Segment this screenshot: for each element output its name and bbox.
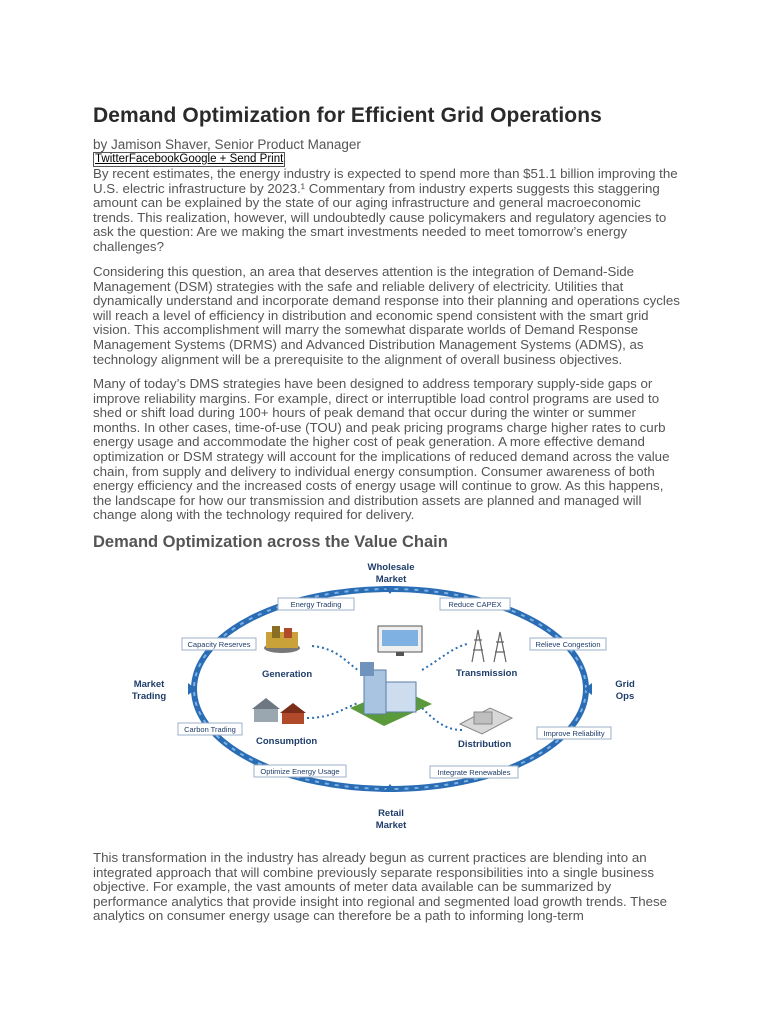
paragraph-2: Considering this question, an area that deserves attention is the integration of Demand-Side Management (DSM) strategies with the safe and reliable delivery of electricity. Utilities that dynamically understand and incorporate demand response into their planning and operations cycles will reach a level of efficiency in distribution and economic spend consistent with the smart grid vision. This accomplishment will marry the somewhat disparate worlds of Demand Response Management Systems (DRMS) and Advanced Distribution Management Systems (ADMS), as technology alignment will be a prerequisite to the alignment of overall business objectives. [93,264,680,367]
wholesale-label-1: Wholesale [367,562,415,573]
market-trading-label-2: Trading [131,691,167,702]
google-plus-link[interactable]: Google + [179,153,227,165]
generation-connector [312,646,358,670]
page-title: Demand Optimization for Efficient Grid Operations [93,104,602,127]
svg-text:Energy Trading: Energy Trading [290,600,342,609]
paragraph-3: Many of today’s DMS strategies have been designed to address temporary supply-side gaps or improve reliability margins. For example, direct or interruptible load control programs are used to shed or shift load during 100+ hours of peak demand that occur during the winter or summer months. In other cases, time-of-use (TOU) and peak pricing programs charge higher rates to curb energy usage and accommodate the higher cost of peak generation. A more effective demand optimization or DSM strategy will account for the implications of reduced demand across the value chain, from supply and delivery to individual energy consumption. Consumer awareness of both energy efficiency and the increased costs of energy usage will continue to grow. As this happens, the landscape for how our transmission and distribution assets are planned and managed will change along with the technology required for delivery. [93,376,670,523]
paragraph-4: This transformation in the industry has already begun as current practices are blending into an integrated approach that will combine previously separate responsibilities into a single business objective. For example, the vast amounts of meter data available can be summarized by performance analytics that provide insight into regional and segmented load growth trends. These analytics on consumer energy usage can therefore be a path to informing long-term [93,850,668,924]
svg-text:Relieve Congestion: Relieve Congestion [535,640,601,649]
wholesale-label-2: Market [375,574,407,585]
consumption-connector [307,703,358,718]
svg-text:Optimize Energy Usage: Optimize Energy Usage [260,767,340,776]
energy-trading-tag [278,598,354,610]
share-links [93,152,285,167]
houses-icon [252,698,306,724]
svg-text:Capacity Reserves: Capacity Reserves [187,640,251,649]
byline: by Jamison Shaver, Senior Product Manager [93,137,361,152]
monitor-icon [378,626,422,656]
generation-label: Generation [262,669,313,680]
substation-icon [460,708,512,734]
svg-text:Improve Reliability: Improve Reliability [543,729,605,738]
transmission-tower-icon [472,630,506,662]
print-link[interactable]: Print [256,153,284,165]
capacity-reserves-tag [182,638,256,650]
consumption-label: Consumption [256,736,318,747]
section-heading: Demand Optimization across the Value Chain [93,533,448,551]
relieve-congestion-tag [530,638,606,650]
twitter-link[interactable]: Twitter [95,153,129,165]
retail-market-label-1: Retail [378,808,404,819]
distribution-label: Distribution [458,739,512,750]
facebook-link[interactable]: Facebook [128,153,180,165]
control-center-icon [350,662,432,726]
market-trading-label-1: Market [133,679,165,690]
transmission-label: Transmission [456,668,518,679]
power-plant-icon [264,626,300,653]
integrate-renewables-tag [430,766,518,778]
grid-ops-label-2: Ops [615,691,635,702]
grid-ops-label-1: Grid [615,679,635,690]
value-chain-diagram [122,558,642,838]
transmission-connector [422,644,467,670]
retail-market-label-2: Market [375,820,407,831]
svg-text:Integrate Renewables: Integrate Renewables [437,768,511,777]
svg-text:Reduce CAPEX: Reduce CAPEX [448,600,502,609]
paragraph-1: By recent estimates, the energy industry is expected to spend more than $51.1 billion improving the U.S. electric infrastructure by 2023.¹ Commentary from industry experts suggests this staggering amount can be explained by the state of our aging infrastructure and general macroeconomic trends. This realization, however, will undoubtedly cause policymakers and regulatory agencies to ask the question: Are we making the smart investments needed to meet tomorrow’s energy challenges? [93,166,678,254]
optimize-energy-usage-tag [254,765,346,777]
carbon-trading-tag [178,723,242,735]
improve-reliability-tag [537,727,611,739]
send-link[interactable]: Send [226,153,257,165]
reduce-capex-tag [440,598,510,610]
svg-text:Carbon Trading: Carbon Trading [184,725,236,734]
distribution-connector [422,708,462,730]
